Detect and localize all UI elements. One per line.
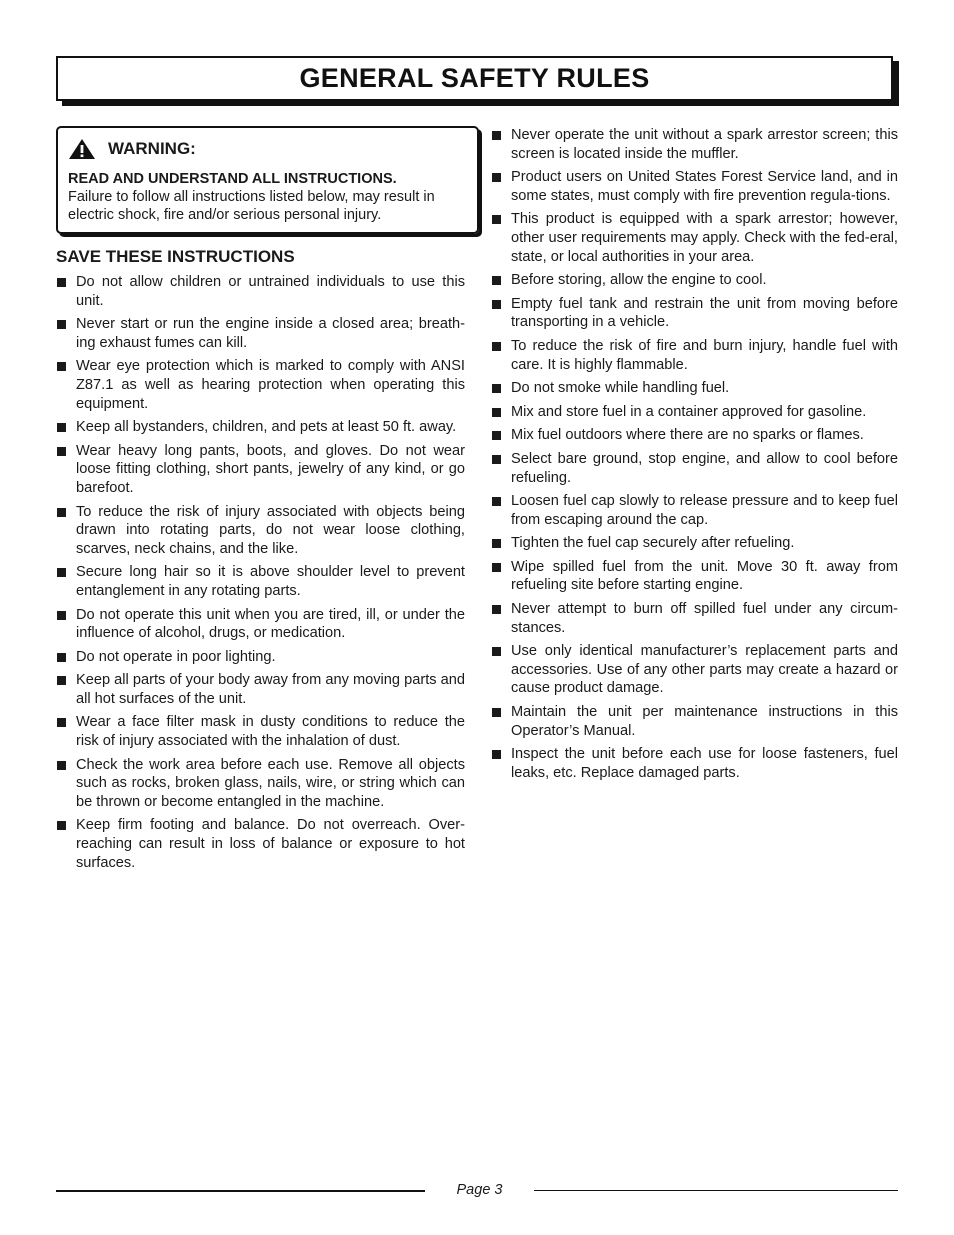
rule-text: Empty fuel tank and restrain the unit from moving before transporting in a vehicle. <box>511 295 898 331</box>
rule-text: Secure long hair so it is above shoulder level to prevent entanglement in any rotating parts. <box>76 564 465 599</box>
warning-triangle-icon <box>68 138 96 160</box>
rule-item <box>491 379 898 398</box>
warning-heading: READ AND UNDERSTAND ALL INSTRUCTIONS. <box>68 171 397 187</box>
rule-item <box>491 271 898 290</box>
rule-item <box>56 606 465 643</box>
page-title: GENERAL SAFETY RULES <box>299 63 650 93</box>
rule-item <box>491 558 898 595</box>
rule-text: Wear eye protection which is marked to comply with ANSI Z87.1 as well as hearing protection when operating this equipment. <box>76 358 465 412</box>
square-bullet-icon <box>57 611 66 620</box>
square-bullet-icon <box>492 300 501 309</box>
square-bullet-icon <box>492 539 501 548</box>
rule-text: To reduce the risk of injury associated with objects being drawn into rotating parts, do not wear loose clothing, scarves, neck chains, and the like. <box>76 503 465 557</box>
square-bullet-icon <box>492 276 501 285</box>
square-bullet-icon <box>57 821 66 830</box>
rule-text: Keep all bystanders, children, and pets at least 50 ft. away. <box>76 419 457 436</box>
square-bullet-icon <box>492 173 501 182</box>
rule-item <box>491 600 898 637</box>
rule-item <box>56 273 465 310</box>
rule-text: Keep firm footing and balance. Do not overreach. Over-reaching can result in loss of balance or exposure to hot surfaces. <box>76 817 465 871</box>
rule-item <box>491 492 898 529</box>
rule-item <box>56 357 465 413</box>
right-column <box>491 126 898 787</box>
square-bullet-icon <box>492 408 501 417</box>
square-bullet-icon <box>492 605 501 614</box>
square-bullet-icon <box>492 131 501 140</box>
rule-item <box>491 745 898 782</box>
rule-text: Wear heavy long pants, boots, and gloves. Do not wear loose fitting clothing, short pants, jewelry of any kind, or go barefoot. <box>76 442 465 496</box>
warning-text: Failure to follow all instructions listed below, may result in electric shock, fire and/or serious personal injury. <box>68 189 435 223</box>
square-bullet-icon <box>492 384 501 393</box>
rule-text: This product is equipped with a spark arrestor; however, other user requirements may apply. Check with the fed-eral, state, or local authorities in your area. <box>511 211 898 265</box>
square-bullet-icon <box>57 568 66 577</box>
square-bullet-icon <box>57 653 66 662</box>
rule-item <box>56 671 465 708</box>
left-column <box>56 126 465 877</box>
square-bullet-icon <box>57 761 66 770</box>
rule-text: Keep all parts of your body away from any moving parts and all hot surfaces of the unit. <box>76 672 465 707</box>
square-bullet-icon <box>492 431 501 440</box>
rule-text: Before storing, allow the engine to cool. <box>511 272 767 289</box>
warning-header <box>68 138 467 160</box>
rule-item <box>491 642 898 698</box>
rule-item <box>56 503 465 559</box>
square-bullet-icon <box>492 647 501 656</box>
rule-item <box>491 168 898 205</box>
rule-item <box>56 563 465 600</box>
rule-text: Inspect the unit before each use for loose fasteners, fuel leaks, etc. Replace damaged parts. <box>511 746 898 781</box>
rule-text: Tighten the fuel cap securely after refueling. <box>511 535 795 552</box>
rule-item <box>56 315 465 352</box>
square-bullet-icon <box>492 455 501 464</box>
warning-label: WARNING: <box>108 139 196 158</box>
rule-item <box>491 534 898 553</box>
rule-text: Wipe spilled fuel from the unit. Move 30 ft. away from refueling site before starting engine. <box>511 558 898 594</box>
rule-item <box>56 442 465 498</box>
rule-text: Select bare ground, stop engine, and allow to cool before refueling. <box>511 450 898 486</box>
rule-text: Never attempt to burn off spilled fuel under any circum-stances. <box>511 601 898 636</box>
square-bullet-icon <box>57 508 66 517</box>
rule-text: Mix and store fuel in a container approved for gasoline. <box>511 403 867 420</box>
section-heading: SAVE THESE INSTRUCTIONS <box>56 247 295 266</box>
square-bullet-icon <box>57 362 66 371</box>
rule-text: Loosen fuel cap slowly to release pressure and to keep fuel from escaping around the cap. <box>511 493 898 528</box>
rule-text: To reduce the risk of fire and burn injury, handle fuel with care. It is highly flammable. <box>511 337 898 373</box>
rule-text: Product users on United States Forest Service land, and in some states, must comply with fire prevention regula-tions. <box>511 169 898 204</box>
rule-item <box>491 426 898 445</box>
square-bullet-icon <box>57 676 66 685</box>
rule-text: Do not operate in poor lighting. <box>76 648 276 665</box>
square-bullet-icon <box>492 342 501 351</box>
rule-item <box>491 337 898 374</box>
rule-item <box>491 450 898 487</box>
footer-rule-left <box>56 1190 425 1192</box>
rule-item <box>56 756 465 812</box>
square-bullet-icon <box>57 423 66 432</box>
page-title-box <box>56 56 893 101</box>
left-rules-list <box>56 273 465 872</box>
rule-item <box>56 713 465 750</box>
rule-text: Do not allow children or untrained individuals to use this unit. <box>76 274 465 309</box>
square-bullet-icon <box>57 718 66 727</box>
rule-item <box>491 703 898 740</box>
rule-item <box>56 418 465 437</box>
square-bullet-icon <box>492 708 501 717</box>
rule-text: Never operate the unit without a spark arrestor screen; this screen is located inside the muffler. <box>511 127 898 162</box>
rule-text: Check the work area before each use. Remove all objects such as rocks, broken glass, nails, wire, or string which can be thrown or become entangled in the machine. <box>76 756 465 810</box>
rule-text: Do not smoke while handling fuel. <box>511 380 730 397</box>
rule-text: Do not operate this unit when you are tired, ill, or under the influence of alcohol, drugs, or medication. <box>76 606 465 642</box>
square-bullet-icon <box>492 563 501 572</box>
square-bullet-icon <box>57 320 66 329</box>
rule-item <box>491 126 898 163</box>
right-rules-list <box>491 126 898 782</box>
page-number: Page 3 <box>456 1182 503 1198</box>
rule-text: Wear a face filter mask in dusty conditions to reduce the risk of injury associated with the inhalation of dust. <box>76 714 465 750</box>
rule-item <box>56 816 465 872</box>
footer-rule-right <box>534 1190 898 1191</box>
square-bullet-icon <box>57 278 66 287</box>
rule-text: Never start or run the engine inside a closed area; breath-ing exhaust fumes can kill. <box>76 316 465 351</box>
rule-text: Use only identical manufacturer’s replacement parts and accessories. Use of any other parts may create a hazard or cause product damage. <box>511 643 898 697</box>
rule-text: Maintain the unit per maintenance instructions in this Operator’s Manual. <box>511 704 898 739</box>
square-bullet-icon <box>492 497 501 506</box>
square-bullet-icon <box>57 447 66 456</box>
rule-item <box>56 648 465 667</box>
warning-box <box>56 126 479 234</box>
rule-text: Mix fuel outdoors where there are no sparks or flames. <box>511 427 864 444</box>
square-bullet-icon <box>492 215 501 224</box>
square-bullet-icon <box>492 750 501 759</box>
rule-item <box>491 210 898 266</box>
rule-item <box>491 295 898 332</box>
rule-item <box>491 403 898 422</box>
